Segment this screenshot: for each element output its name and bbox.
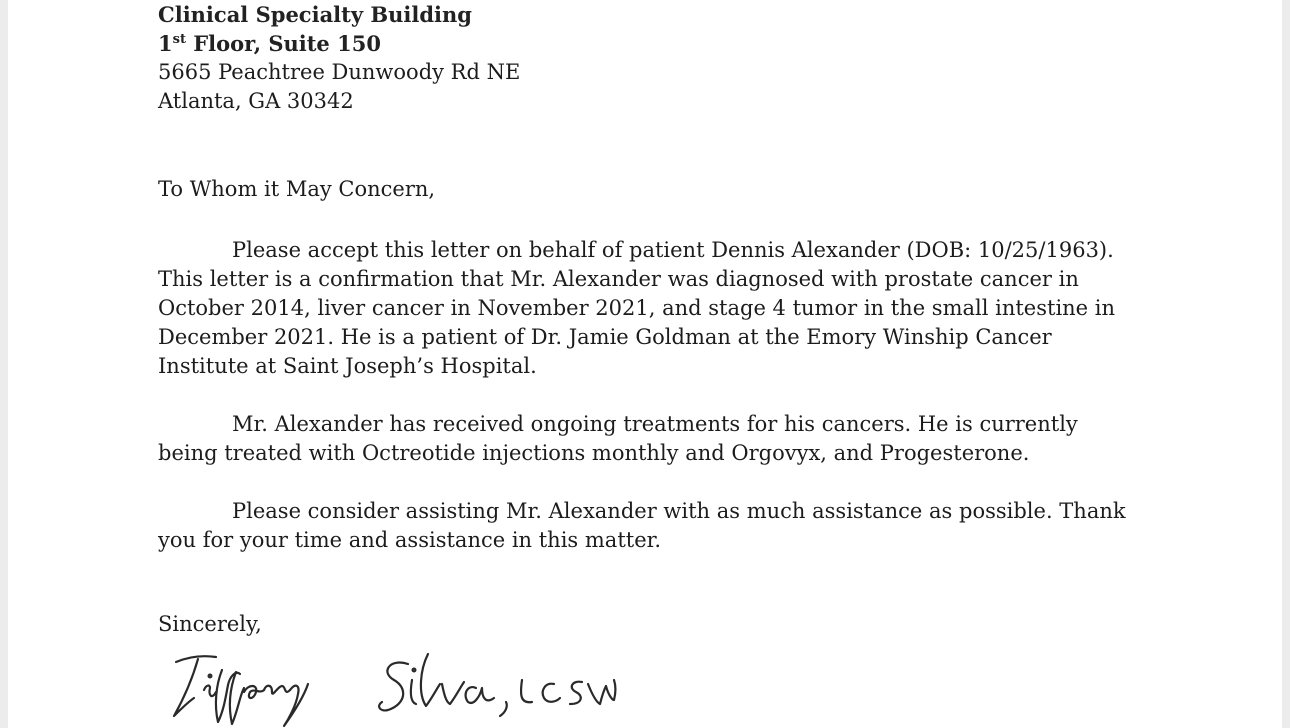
floor-rest: Floor, Suite 150 [185,31,381,56]
address-street: 5665 Peachtree Dunwoody Rd NE [158,60,521,84]
paragraph-text: Please consider assisting Mr. Alexander with as much assistance as possible. Thank you for your time and assistance in this matter. [158,499,1126,552]
salutation: To Whom it May Concern, [158,177,436,201]
paragraph-request [158,497,1128,555]
handwritten-signature [158,640,618,728]
address-building: Clinical Specialty Building [158,2,472,27]
paragraph-diagnosis [158,236,1128,381]
paragraph-treatment [158,410,1128,468]
letter-page [8,0,1282,728]
address-city: Atlanta, GA 30342 [158,89,354,113]
floor-suffix: st [172,32,186,47]
floor-number: 1 [158,31,173,56]
closing: Sincerely, [158,612,262,636]
paragraph-text: Mr. Alexander has received ongoing treatments for his cancers. He is currently being treated with Octreotide injections monthly and Orgovyx, and Progesterone. [158,412,1078,465]
address-floor [158,29,381,58]
paragraph-text: Please accept this letter on behalf of patient Dennis Alexander (DOB: 10/25/1963). This letter is a confirmation that Mr. Alexander was diagnosed with prostate cancer in October 2014, liver cancer in November 2021, and stage 4 tumor in the small intestine in December 2021. He is a patient of Dr. Jamie Goldman at the Emory Winship Cancer Institute at Saint Joseph’s Hospital. [158,238,1116,378]
